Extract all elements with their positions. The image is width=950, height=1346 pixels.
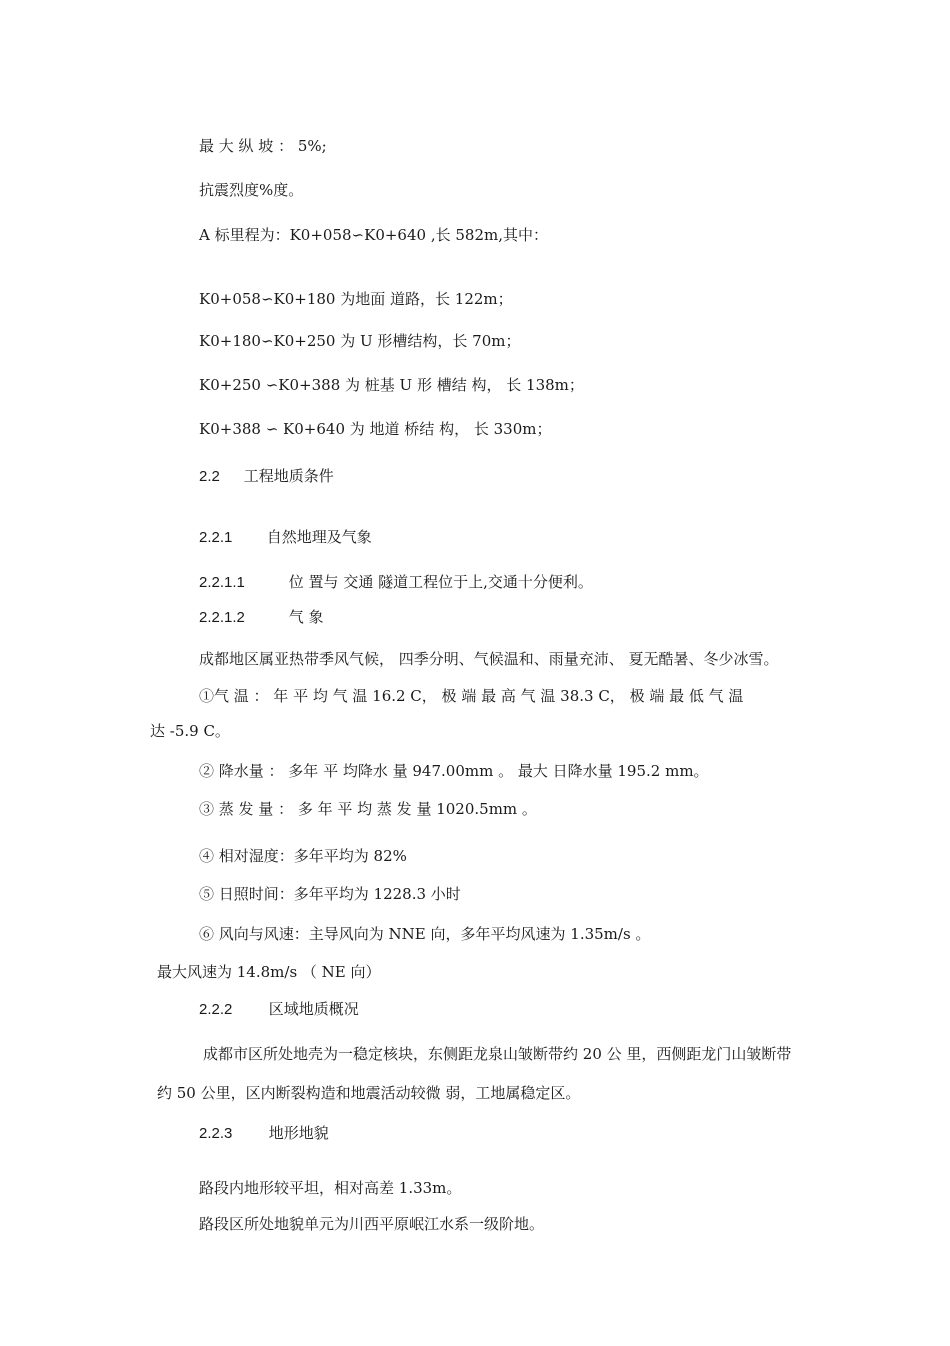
heading-2-2-1 xyxy=(199,527,372,548)
climate-intro-line: 成都地区属亚热带季风气候， 四季分明、气候温和、雨量充沛、 夏无酷暑、冬少冰雪。 xyxy=(199,650,779,668)
humidity-line: ④ 相对湿度：多年平均为 82% xyxy=(199,847,407,865)
heading-title: 工程地质条件 xyxy=(243,467,334,485)
heading-title: 区域地质概况 xyxy=(268,1000,359,1018)
seismic-line: 抗震烈度%度。 xyxy=(199,181,304,199)
heading-number: 2.2.1 xyxy=(199,529,233,546)
geology-line: 成都市区所处地壳为一稳定核块，东侧距龙泉山皱断带约 20 公 里，西侧距龙门山皱断带 xyxy=(203,1045,792,1063)
segment-2-line: K0+180∽K0+250 为 U 形槽结构，长 70m； xyxy=(199,332,521,350)
temperature-line-cont: 达 -5.9 C。 xyxy=(150,722,230,740)
sunshine-line: ⑤ 日照时间：多年平均为 1228.3 小时 xyxy=(199,885,461,903)
location-text: 位 置与 交通 隧道工程位于上,交通十分便利。 xyxy=(288,573,593,591)
heading-number: 2.2.1.1 xyxy=(199,574,245,591)
segment-3-line: K0+250 ∽K0+388 为 桩基 U 形 槽结 构， 长 138m； xyxy=(199,376,584,394)
heading-2-2-3 xyxy=(199,1123,329,1144)
terrain-line-2: 路段区所处地貌单元为川西平原岷江水系一级阶地。 xyxy=(199,1215,545,1233)
temperature-line: ①气 温 ： 年 平 均 气 温 16.2 C， 极 端 最 高 气 温 38.3 C， 极 端 最 低 气 温 xyxy=(199,687,744,705)
segment-1-line: K0+058∽K0+180 为地面 道路，长 122m； xyxy=(199,290,513,308)
heading-2-2 xyxy=(199,466,334,487)
heading-number: 2.2 xyxy=(199,468,220,485)
heading-2-2-1-1 xyxy=(199,572,593,593)
a-section-line: A 标里程为：K0+058∽K0+640 ,长 582m,其中： xyxy=(199,226,548,244)
heading-title: 地形地貌 xyxy=(268,1124,329,1142)
heading-2-2-1-2 xyxy=(199,607,324,628)
heading-title: 自然地理及气象 xyxy=(266,528,372,546)
heading-number: 2.2.1.2 xyxy=(199,609,245,626)
geology-line-cont: 约 50 公里，区内断裂构造和地震活动较微 弱，工地属稳定区。 xyxy=(157,1084,581,1102)
rainfall-line: ② 降水量 ： 多年 平 均降水 量 947.00mm 。 最大 日降水量 195.2 mm。 xyxy=(199,762,709,780)
max-slope-line: 最 大 纵 坡 ： 5%; xyxy=(199,137,327,155)
wind-line: ⑥ 风向与风速：主导风向为 NNE 向，多年平均风速为 1.35m/s 。 xyxy=(199,925,651,943)
heading-2-2-2 xyxy=(199,999,359,1020)
max-wind-line: 最大风速为 14.8m/s （ NE 向） xyxy=(157,963,381,981)
heading-number: 2.2.3 xyxy=(199,1125,233,1142)
terrain-line-1: 路段内地形较平坦，相对高差 1.33m。 xyxy=(199,1179,462,1197)
heading-number: 2.2.2 xyxy=(199,1001,233,1018)
heading-title: 气 象 xyxy=(288,608,324,626)
segment-4-line: K0+388 ∽ K0+640 为 地道 桥结 构， 长 330m； xyxy=(199,420,552,438)
evaporation-line: ③ 蒸 发 量 ： 多 年 平 均 蒸 发 量 1020.5mm 。 xyxy=(199,800,537,818)
